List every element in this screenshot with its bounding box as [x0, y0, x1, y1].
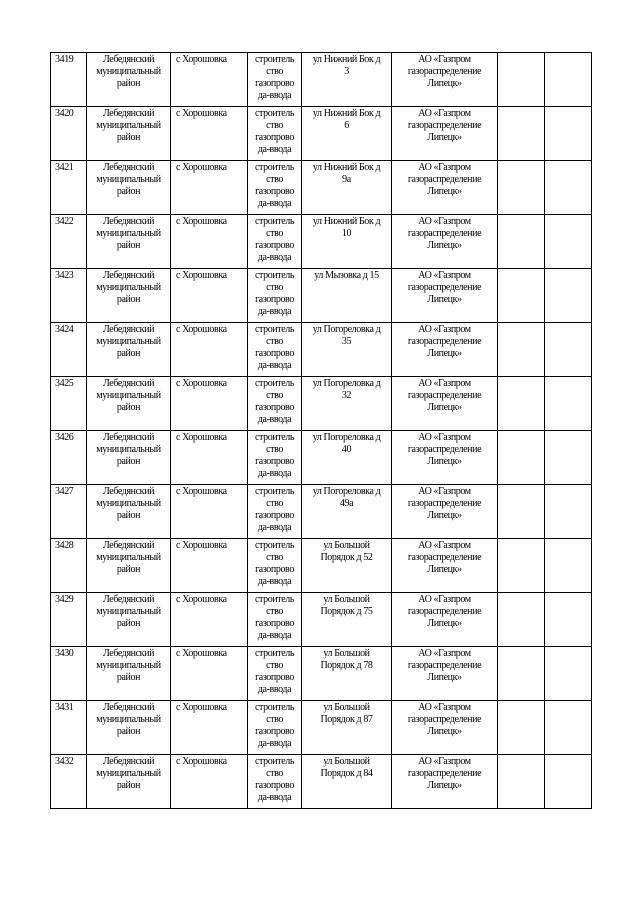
work-type-cell: строитель ство газопрово да-ввода — [248, 53, 302, 107]
empty-cell — [498, 485, 545, 539]
settlement-cell: с Хорошовка — [171, 107, 248, 161]
district-cell: Лебедянский муниципальный район — [87, 701, 171, 755]
empty-cell — [498, 269, 545, 323]
row-number-cell: 3425 — [51, 377, 87, 431]
organization-cell: АО «Газпром газораспределение Липецк» — [392, 647, 498, 701]
organization-cell: АО «Газпром газораспределение Липецк» — [392, 269, 498, 323]
settlement-cell: с Хорошовка — [171, 593, 248, 647]
organization-cell: АО «Газпром газораспределение Липецк» — [392, 377, 498, 431]
table-row — [51, 647, 592, 701]
empty-cell — [498, 161, 545, 215]
table-row — [51, 377, 592, 431]
settlement-cell: с Хорошовка — [171, 539, 248, 593]
district-cell: Лебедянский муниципальный район — [87, 593, 171, 647]
work-type-cell: строитель ство газопрово да-ввода — [248, 107, 302, 161]
settlement-cell: с Хорошовка — [171, 485, 248, 539]
row-number-cell: 3422 — [51, 215, 87, 269]
row-number-cell: 3419 — [51, 53, 87, 107]
row-number-cell: 3421 — [51, 161, 87, 215]
empty-cell — [545, 485, 592, 539]
table-row — [51, 431, 592, 485]
table-row — [51, 269, 592, 323]
document-page — [50, 52, 591, 809]
work-type-cell: строитель ство газопрово да-ввода — [248, 647, 302, 701]
district-cell: Лебедянский муниципальный район — [87, 539, 171, 593]
organization-cell: АО «Газпром газораспределение Липецк» — [392, 485, 498, 539]
address-cell: ул Мызовка д 15 — [302, 269, 392, 323]
settlement-cell: с Хорошовка — [171, 53, 248, 107]
district-cell: Лебедянский муниципальный район — [87, 53, 171, 107]
empty-cell — [498, 53, 545, 107]
row-number-cell: 3432 — [51, 755, 87, 809]
row-number-cell: 3426 — [51, 431, 87, 485]
district-cell: Лебедянский муниципальный район — [87, 377, 171, 431]
organization-cell: АО «Газпром газораспределение Липецк» — [392, 755, 498, 809]
organization-cell: АО «Газпром газораспределение Липецк» — [392, 593, 498, 647]
district-cell: Лебедянский муниципальный район — [87, 647, 171, 701]
address-cell: ул Большой Порядок д 52 — [302, 539, 392, 593]
address-cell: ул Погореловка д 32 — [302, 377, 392, 431]
table-row — [51, 323, 592, 377]
settlement-cell: с Хорошовка — [171, 701, 248, 755]
empty-cell — [545, 755, 592, 809]
work-type-cell: строитель ство газопрово да-ввода — [248, 431, 302, 485]
settlement-cell: с Хорошовка — [171, 323, 248, 377]
table-body — [51, 53, 592, 809]
row-number-cell: 3431 — [51, 701, 87, 755]
empty-cell — [498, 431, 545, 485]
address-cell: ул Нижний Бок д 3 — [302, 53, 392, 107]
row-number-cell: 3424 — [51, 323, 87, 377]
district-cell: Лебедянский муниципальный район — [87, 431, 171, 485]
address-cell: ул Нижний Бок д 10 — [302, 215, 392, 269]
empty-cell — [498, 539, 545, 593]
district-cell: Лебедянский муниципальный район — [87, 215, 171, 269]
organization-cell: АО «Газпром газораспределение Липецк» — [392, 107, 498, 161]
organization-cell: АО «Газпром газораспределение Липецк» — [392, 539, 498, 593]
row-number-cell: 3429 — [51, 593, 87, 647]
empty-cell — [498, 215, 545, 269]
address-cell: ул Погореловка д 49а — [302, 485, 392, 539]
empty-cell — [545, 107, 592, 161]
organization-cell: АО «Газпром газораспределение Липецк» — [392, 53, 498, 107]
table-row — [51, 701, 592, 755]
district-cell: Лебедянский муниципальный район — [87, 107, 171, 161]
gas-works-table — [50, 52, 592, 809]
organization-cell: АО «Газпром газораспределение Липецк» — [392, 323, 498, 377]
table-row — [51, 215, 592, 269]
row-number-cell: 3427 — [51, 485, 87, 539]
work-type-cell: строитель ство газопрово да-ввода — [248, 485, 302, 539]
organization-cell: АО «Газпром газораспределение Липецк» — [392, 701, 498, 755]
table-row — [51, 53, 592, 107]
address-cell: ул Большой Порядок д 75 — [302, 593, 392, 647]
row-number-cell: 3423 — [51, 269, 87, 323]
empty-cell — [498, 377, 545, 431]
empty-cell — [545, 647, 592, 701]
empty-cell — [545, 539, 592, 593]
settlement-cell: с Хорошовка — [171, 215, 248, 269]
address-cell: ул Нижний Бок д 9а — [302, 161, 392, 215]
district-cell: Лебедянский муниципальный район — [87, 755, 171, 809]
table-row — [51, 161, 592, 215]
organization-cell: АО «Газпром газораспределение Липецк» — [392, 215, 498, 269]
table-row — [51, 107, 592, 161]
settlement-cell: с Хорошовка — [171, 161, 248, 215]
work-type-cell: строитель ство газопрово да-ввода — [248, 701, 302, 755]
table-row — [51, 485, 592, 539]
work-type-cell: строитель ство газопрово да-ввода — [248, 593, 302, 647]
empty-cell — [545, 431, 592, 485]
empty-cell — [545, 269, 592, 323]
empty-cell — [498, 593, 545, 647]
address-cell: ул Большой Порядок д 87 — [302, 701, 392, 755]
address-cell: ул Большой Порядок д 84 — [302, 755, 392, 809]
address-cell: ул Погореловка д 35 — [302, 323, 392, 377]
work-type-cell: строитель ство газопрово да-ввода — [248, 161, 302, 215]
address-cell: ул Нижний Бок д 6 — [302, 107, 392, 161]
settlement-cell: с Хорошовка — [171, 377, 248, 431]
table-row — [51, 539, 592, 593]
empty-cell — [545, 323, 592, 377]
settlement-cell: с Хорошовка — [171, 647, 248, 701]
district-cell: Лебедянский муниципальный район — [87, 323, 171, 377]
district-cell: Лебедянский муниципальный район — [87, 485, 171, 539]
work-type-cell: строитель ство газопрово да-ввода — [248, 539, 302, 593]
address-cell: ул Погореловка д 40 — [302, 431, 392, 485]
empty-cell — [498, 701, 545, 755]
settlement-cell: с Хорошовка — [171, 755, 248, 809]
empty-cell — [545, 161, 592, 215]
organization-cell: АО «Газпром газораспределение Липецк» — [392, 431, 498, 485]
organization-cell: АО «Газпром газораспределение Липецк» — [392, 161, 498, 215]
work-type-cell: строитель ство газопрово да-ввода — [248, 269, 302, 323]
empty-cell — [545, 701, 592, 755]
table-row — [51, 755, 592, 809]
work-type-cell: строитель ство газопрово да-ввода — [248, 377, 302, 431]
work-type-cell: строитель ство газопрово да-ввода — [248, 215, 302, 269]
settlement-cell: с Хорошовка — [171, 269, 248, 323]
empty-cell — [498, 323, 545, 377]
empty-cell — [545, 593, 592, 647]
settlement-cell: с Хорошовка — [171, 431, 248, 485]
district-cell: Лебедянский муниципальный район — [87, 161, 171, 215]
table-row — [51, 593, 592, 647]
address-cell: ул Большой Порядок д 78 — [302, 647, 392, 701]
empty-cell — [498, 755, 545, 809]
empty-cell — [498, 107, 545, 161]
work-type-cell: строитель ство газопрово да-ввода — [248, 323, 302, 377]
row-number-cell: 3428 — [51, 539, 87, 593]
empty-cell — [545, 377, 592, 431]
row-number-cell: 3420 — [51, 107, 87, 161]
empty-cell — [498, 647, 545, 701]
work-type-cell: строитель ство газопрово да-ввода — [248, 755, 302, 809]
empty-cell — [545, 53, 592, 107]
district-cell: Лебедянский муниципальный район — [87, 269, 171, 323]
row-number-cell: 3430 — [51, 647, 87, 701]
empty-cell — [545, 215, 592, 269]
